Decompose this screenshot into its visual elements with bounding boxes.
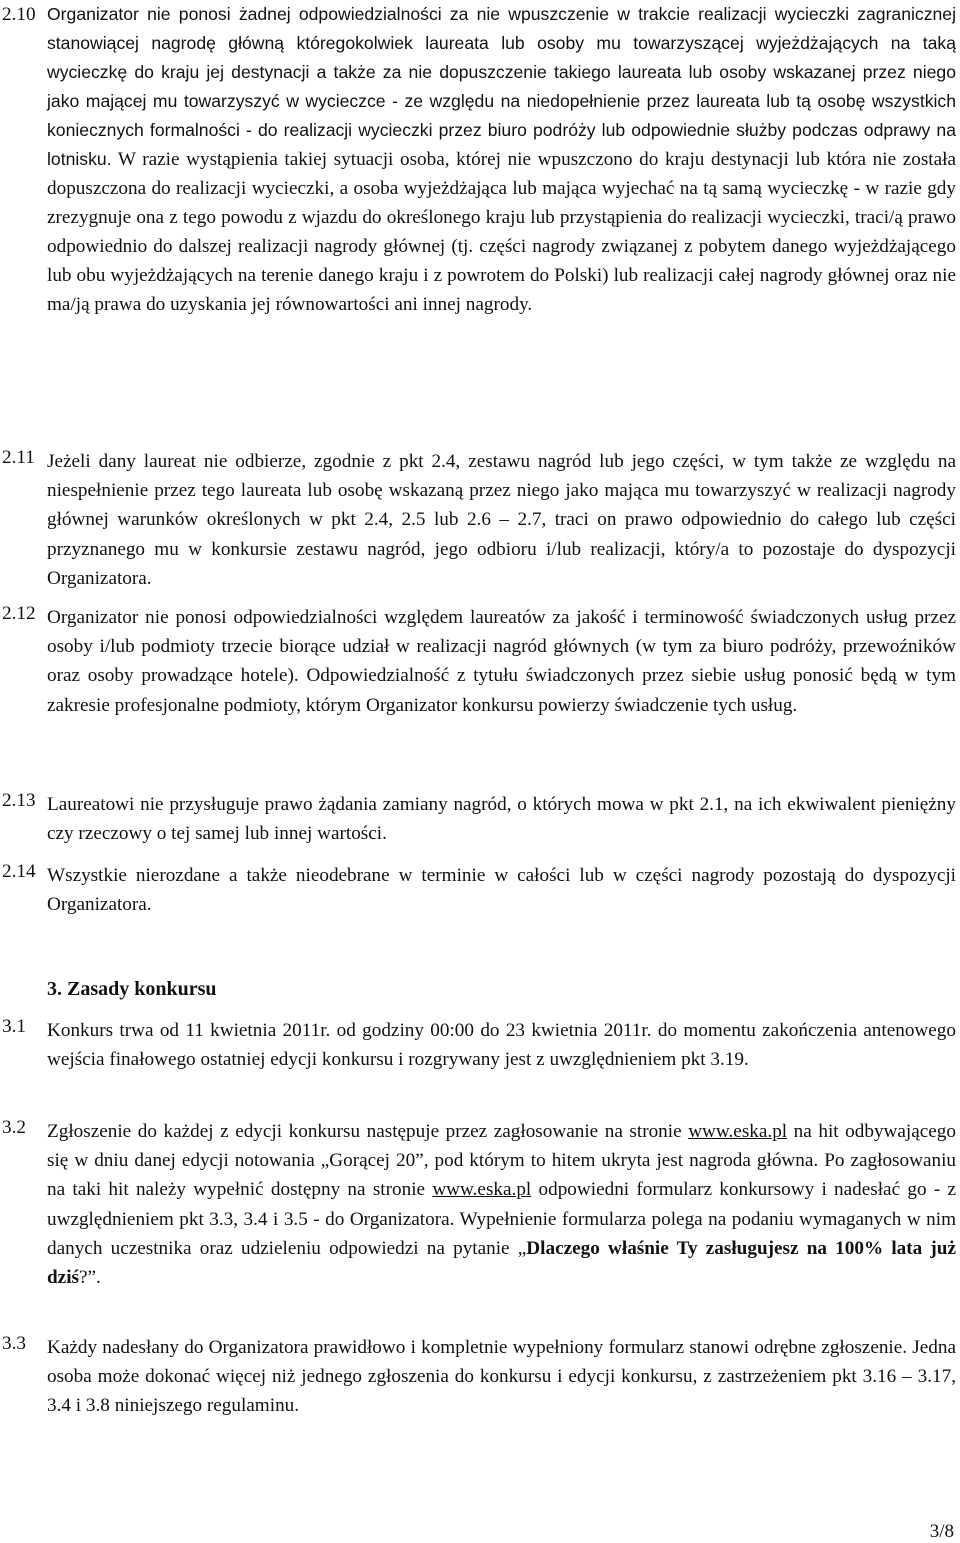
section-heading: 3. Zasady konkursu xyxy=(47,978,217,1000)
clause-text: Wszystkie nierozdane a także nieodebrane w terminie w całości lub w części nagrody pozostają do dyspozycji Organizatora. xyxy=(47,865,956,916)
clause-number: 3.1 xyxy=(2,1016,26,1037)
clause-text: Jeżeli dany laureat nie odbierze, zgodnie z pkt 2.4, zestawu nagród lub jego części, w tym także ze względu na niespełnienie przez tego laureata lub osobę wskazaną przez niego jako mająca mu towarzyszyć w realizacji nagrody głównej warunków określonych w pkt 2.4, 2.5 lub 2.6 – 2.7, traci on prawo odpowiednio do całego lub części przyznanego mu w konkursie zestawu nagród, jego odbioru i/lub realizacji, który/a to pozostaje do dyspozycji Organizatora. xyxy=(47,451,956,589)
clause-number: 3.2 xyxy=(2,1117,26,1138)
clause-number: 2.12 xyxy=(2,603,36,624)
clause-text xyxy=(47,1117,956,1292)
clause-2-11 xyxy=(2,447,956,593)
clause-text: Każdy nadesłany do Organizatora prawidłowo i kompletnie wypełniony formularz stanowi odrębne zgłoszenie. Jedna osoba może dokonać więcej niż jednego zgłoszenia do konkursu i edycji konkursu, z zastrzeżeniem pkt 3.16 – 3.17, 3.4 i 3.8 niniejszego regulaminu. xyxy=(47,1337,956,1417)
eska-link[interactable]: www.eska.pl xyxy=(432,1179,532,1201)
clause-number: 3.3 xyxy=(2,1333,26,1354)
clause-2-12 xyxy=(2,603,956,720)
clause-text-b: na hit odbywającego się w dniu danej edycji notowania „Gorącej 20”, pod którym to hitem ukryta jest nagroda główna. Po zagłosowaniu na taki hit należy wypełnić dostępny na stronie xyxy=(47,1121,956,1201)
clause-number: 2.10 xyxy=(2,4,36,25)
clause-3-2 xyxy=(2,1117,956,1292)
clause-2-13 xyxy=(2,790,956,848)
clause-text-part2: W razie wystąpienia takiej sytuacji osoba, której nie wpuszczono do kraju destynacji lub która nie została dopuszczona do realizacji wycieczki, a osoba wyjeżdżająca lub mająca wyjechać na tą samą wycieczkę - w razie gdy zrezygnuje ona z tego powodu z wjazdu do określonego kraju lub przystąpienia do realizacji wycieczki, traci/ą prawo odpowiednio do dalszej realizacji nagrody głównej (tj. części nagrody związanej z pobytem danego wyjeżdżającego lub obu wyjeżdżających na terenie danego kraju i z powrotem do Polski) lub realizacji całej nagrody głównej oraz nie ma/ją prawa do uzyskania jej równowartości ani innej nagrody. xyxy=(47,149,956,315)
clause-text xyxy=(47,0,956,319)
clause-text: Organizator nie ponosi odpowiedzialności względem laureatów za jakość i terminowość świadczonych usług przez osoby i/lub podmioty trzecie biorące udział w realizacji nagród głównych (w tym za biuro podróży, przewoźników oraz osoby prowadzące hotele). Odpowiedzialność z tytułu świadczonych przez siebie usług ponosić będą w tym zakresie profesjonalne podmioty, którym Organizator konkursu powierzy świadczenie tych usług. xyxy=(47,607,956,716)
clause-2-10 xyxy=(2,0,956,319)
clause-number: 2.11 xyxy=(2,447,35,468)
clause-3-3 xyxy=(2,1333,956,1421)
clause-text-c: odpowiedni formularz konkursowy i nadesłać go - z uwzględnieniem pkt 3.3, 3.4 i 3.5 - do Organizatora. Wypełnienie formularza polega na podaniu wymaganych w nim danych uczestnika oraz udzieleniu odpowiedzi na pytanie „ xyxy=(47,1179,956,1259)
contest-question: Dlaczego właśnie Ty zasługujesz na 100% lata już dziś xyxy=(47,1237,956,1289)
clause-text-a: Zgłoszenie do każdej z edycji konkursu następuje przez zagłosowanie na stronie xyxy=(47,1121,689,1142)
clause-3-1 xyxy=(2,1016,956,1074)
page-number: 3/8 xyxy=(929,1521,954,1542)
eska-link[interactable]: www.eska.pl xyxy=(688,1121,788,1142)
clause-2-14 xyxy=(2,861,956,919)
clause-text: Konkurs trwa od 11 kwietnia 2011r. od godziny 00:00 do 23 kwietnia 2011r. do momentu zakończenia antenowego wejścia finałowego ostatniej edycji konkursu i rozgrywany jest z uwzględnieniem pkt 3.19. xyxy=(47,1020,956,1071)
clause-number: 2.13 xyxy=(2,790,36,811)
clause-text: Laureatowi nie przysługuje prawo żądania zamiany nagród, o których mowa w pkt 2.1, na ich ekwiwalent pieniężny czy rzeczowy o tej samej lub innej wartości. xyxy=(47,794,956,845)
clause-text-part1: Organizator nie ponosi żadnej odpowiedzialności za nie wpuszczenie w trakcie realizacji wycieczki zagranicznej stanowiącej nagrodę główną któregokolwiek laureata lub osoby mu towarzyszącej wyjeżdżających na taką wycieczkę do kraju jej destynacji a także za nie dopuszczenie takiego laureata lub osoby wskazanej przez niego jako mającej mu towarzyszyć w wycieczce - ze względu na niedopełnienie przez laureata lub tą osobę wszystkich koniecznych formalności - do realizacji wycieczki przez biuro podróży lub odpowiednie służby podczas odprawy na lotnisku. xyxy=(47,4,956,169)
clause-text-d: ?”. xyxy=(79,1267,101,1289)
clause-number: 2.14 xyxy=(2,861,36,882)
